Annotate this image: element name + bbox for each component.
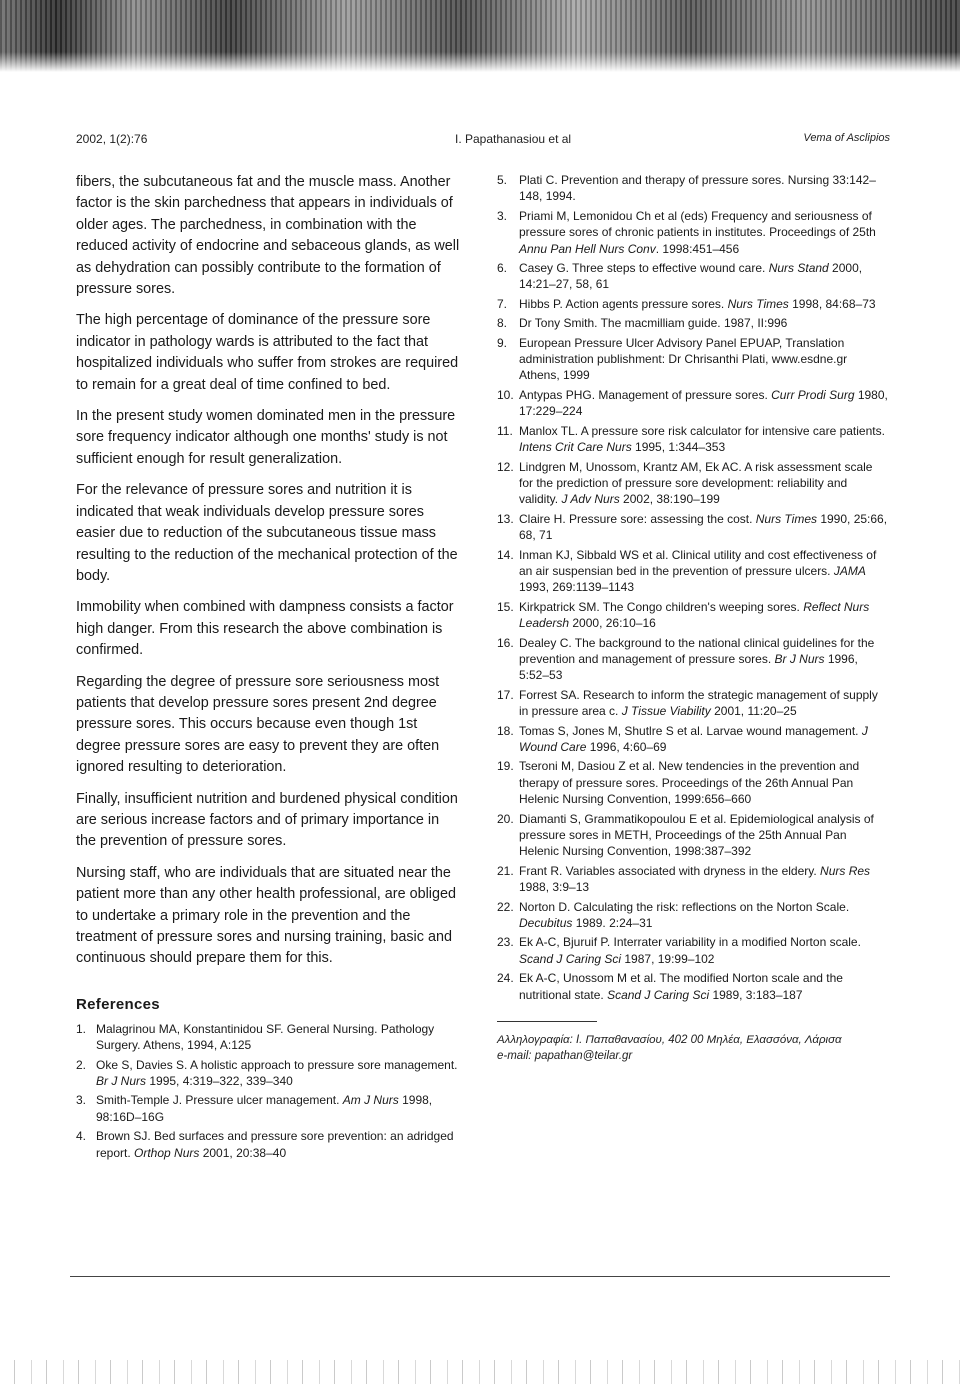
correspondence-block — [497, 1032, 889, 1064]
reference-details: 1980, 17:229–224 — [519, 387, 888, 419]
reference-item — [497, 172, 889, 205]
reference-body: Malagrinou MA, Konstantinidou SF. General Nursing. Pathology Surgery. Athens, 1994, A:125 — [96, 1021, 435, 1053]
reference-journal: Nurs Stand — [768, 261, 829, 276]
reference-number: 19. — [497, 759, 514, 774]
reference-body: Priami M, Lemonidou Ch et al (eds) Frequency and seriousness of pressure sores of chronic patients in institutes. Proceedings of 25th — [519, 208, 876, 240]
reference-text — [519, 600, 869, 630]
reference-body: Forrest SA. Research to inform the strategic management of supply in pressure area c. — [519, 687, 878, 719]
reference-body: Lindgren M, Unossom, Krantz AM, Ek AC. A risk assessment scale for the prediction of pressure sore development: reliability and validity. — [519, 459, 873, 507]
reference-body: Plati C. Prevention and therapy of pressure sores. Nursing 33:142–148, 1994. — [519, 173, 876, 204]
reference-number: 7. — [497, 296, 508, 311]
correspondence-email: e-mail: papathan@teilar.gr — [497, 1050, 633, 1063]
reference-journal: Scand J Caring Sci — [519, 951, 622, 966]
body-paragraph: fibers, the subcutaneous fat and the muscle mass. Another factor is the skin parchedness that appears in individuals of older ages. The parchedness, in combination with the reduced activity of endocrine and sebaceous glands, as well as dehydration can possibly contribute to the formation of pressure sores. — [76, 174, 460, 298]
reference-item — [497, 423, 889, 456]
reference-journal: J Adv Nurs — [561, 492, 620, 507]
reference-text — [519, 759, 859, 806]
reference-body: European Pressure Ulcer Advisory Panel EPUAP, Translation administration publishment: Dr Chrisanthi Plati, www.esdne.gr Athens, 1999 — [519, 335, 848, 383]
reference-body: Frant R. Variables associated with dryness in the eldery. — [519, 863, 821, 878]
reference-item — [497, 863, 889, 896]
reference-number: 10. — [497, 387, 514, 402]
reference-text — [519, 512, 887, 542]
reference-text — [519, 173, 876, 203]
reference-item — [497, 635, 889, 684]
correspondence-address: Αλληλογραφία: I. Παπαθανασίου, 402 00 Μηλέα, Ελασσόνα, Λάρισα — [497, 1034, 842, 1047]
reference-item — [497, 970, 889, 1003]
reference-journal: Decubitus — [519, 916, 573, 931]
reference-details: 1995, 4:319–322, 339–340 — [146, 1074, 293, 1089]
correspondence-divider — [497, 1021, 597, 1022]
body-paragraph: Regarding the degree of pressure sore seriousness most patients that develop pressure sores present 2nd degree pressure sores. This occurs because even though 1st degree pressure sores are easy to prevent they are often ignored resulting to deterioration. — [76, 673, 440, 776]
reference-number: 3. — [497, 208, 508, 223]
reference-body: Brown SJ. Bed surfaces and pressure sore prevention: an adridged report. — [96, 1129, 454, 1160]
reference-body: Casey G. Three steps to effective wound care. — [519, 261, 769, 276]
reference-item — [497, 387, 889, 420]
reference-body: Tomas S, Jones M, Shutlre S et al. Larvae wound management. — [519, 723, 862, 738]
issue-citation: 2002, 1(2):76 — [76, 132, 148, 146]
reference-item — [76, 1021, 460, 1054]
reference-item — [76, 1128, 460, 1161]
reference-number: 20. — [497, 811, 514, 826]
reference-item — [497, 687, 889, 720]
reference-number: 17. — [497, 687, 514, 702]
reference-number: 6. — [497, 261, 508, 276]
reference-journal: J Tissue Viability — [621, 704, 711, 719]
reference-item — [497, 599, 889, 632]
reference-details: 1996, 5:52–53 — [519, 651, 858, 683]
reference-text — [519, 864, 870, 894]
reference-details: 2001, 20:38–40 — [199, 1145, 287, 1160]
reference-text — [519, 724, 868, 754]
reference-text — [519, 424, 885, 454]
reference-item — [497, 260, 889, 293]
reference-details: 1998, 84:68–73 — [788, 296, 876, 311]
reference-details: 1987, 19:99–102 — [621, 951, 715, 966]
reference-item — [497, 296, 889, 312]
reference-journal: Nurs Times — [727, 296, 789, 311]
reference-body: Claire H. Pressure sore: assessing the cost. — [519, 511, 756, 526]
reference-body: Inman KJ, Sibbald WS et al. Clinical utility and cost effectiveness of an air suspensian bed in the prevention of pressure ulcers. — [519, 547, 877, 578]
reference-number: 4. — [76, 1129, 87, 1144]
reference-text — [519, 460, 872, 507]
reference-journal: Br J Nurs — [96, 1074, 147, 1089]
reference-item — [497, 335, 889, 384]
reference-item — [76, 1092, 460, 1125]
reference-details: 1996, 4:60–69 — [586, 740, 667, 754]
reference-item — [497, 459, 889, 508]
reference-text — [96, 1022, 434, 1052]
reference-details: 1993, 269:1139–1143 — [519, 580, 635, 595]
body-paragraph: For the relevance of pressure sores and nutrition it is indicated that weak individuals develop pressure sores easier due to reduction of the subcutaneous tissue mass resulting to the reduction of the mechanical protection of the body. — [76, 482, 458, 584]
running-header — [76, 132, 890, 150]
reference-journal: Orthop Nurs — [134, 1145, 200, 1160]
body-paragraph: The high percentage of dominance of the pressure sore indicator in pathology wards is attributed to the fact that hospitalized individuals who suffer from strokes are required to remain for a great deal of time confined to bed. — [76, 312, 459, 393]
reference-text — [519, 688, 878, 718]
scan-noise — [0, 1360, 960, 1384]
reference-text — [519, 900, 849, 930]
body-paragraph: Nursing staff, who are individuals that are situated near the patient more than any other health professional, are obliged to undertake a primary role in the prevention and the treatment of pressure sores and nursing training, basic and continuous should prepare them for this. — [76, 864, 457, 967]
reference-body: Oke S, Davies S. A holistic approach to pressure sore management. — [96, 1057, 458, 1072]
left-column — [76, 172, 460, 1164]
reference-text — [519, 297, 876, 311]
reference-text — [519, 209, 876, 256]
reference-body: Ek A-C, Bjuruif P. Interrater variability in a modified Norton scale. — [519, 935, 861, 950]
reference-details: 1988, 3:9–13 — [519, 880, 590, 895]
reference-item — [497, 208, 889, 257]
right-column — [497, 172, 889, 1064]
reference-item — [497, 811, 889, 860]
reference-text — [519, 261, 862, 291]
reference-journal: J Wound Care — [519, 723, 868, 754]
footer-rule — [70, 1276, 890, 1277]
reference-body: Norton D. Calculating the risk: reflections on the Norton Scale. — [519, 899, 850, 914]
reference-item — [76, 1057, 460, 1090]
references-heading: References — [76, 995, 160, 1013]
reference-item — [497, 723, 889, 756]
reference-journal: Nurs Times — [755, 511, 817, 526]
reference-number: 15. — [497, 599, 514, 614]
reference-journal: Br J Nurs — [774, 651, 825, 666]
reference-body: Tseroni M, Dasiou Z et al. New tendencies in the prevention and therapy of pressure sores. Proceedings of the 26th Annual Pan Helenic Nursing Convention, 1999:656–660 — [519, 759, 860, 807]
reference-list-left — [76, 1021, 460, 1161]
reference-number: 8. — [497, 316, 508, 331]
reference-body: Kirkpatrick SM. The Congo children's weeping sores. — [519, 599, 804, 614]
reference-text — [519, 636, 874, 683]
reference-number: 22. — [497, 899, 514, 914]
reference-number: 23. — [497, 935, 514, 950]
reference-journal: Curr Prodi Surg — [771, 387, 855, 402]
reference-body: Manlox TL. A pressure sore risk calculator for intensive care patients. — [519, 423, 885, 438]
reference-body: Dr Tony Smith. The macmilliam guide. 1987, II:996 — [519, 316, 788, 331]
reference-text — [96, 1093, 432, 1123]
reference-journal: Scand J Caring Sci — [607, 987, 710, 1002]
scanned-page-top-band — [0, 0, 960, 72]
reference-text — [96, 1058, 458, 1088]
reference-body: Ek A-C, Unossom M et al. The modified Norton scale and the nutritional state. — [519, 971, 843, 1002]
reference-details: 1990, 25:66, 68, 71 — [519, 511, 888, 543]
reference-list-right — [497, 172, 889, 1003]
reference-journal: JAMA — [833, 563, 866, 578]
reference-number: 1. — [76, 1021, 87, 1036]
reference-number: 2. — [76, 1057, 87, 1072]
reference-number: 13. — [497, 511, 514, 526]
reference-body: Dealey C. The background to the national clinical guidelines for the prevention and management of pressure sores. — [519, 635, 875, 666]
reference-item — [497, 511, 889, 544]
reference-details: . 1998:451–456 — [655, 241, 740, 256]
reference-details: 2001, 11:20–25 — [710, 704, 797, 719]
reference-journal: Nurs Res — [820, 863, 871, 878]
reference-text — [519, 336, 847, 383]
reference-item — [497, 899, 889, 932]
reference-item — [497, 758, 889, 807]
reference-text — [96, 1129, 454, 1159]
reference-journal: Am J Nurs — [342, 1093, 399, 1108]
reference-text — [519, 935, 861, 965]
reference-number: 11. — [497, 423, 513, 438]
body-paragraph: In the present study women dominated men in the pressure sore frequency indicator although one months' study is not sufficient enough for result generalization. — [76, 408, 456, 467]
author-header: I. Papathanasiou et al — [455, 132, 572, 146]
reference-item — [497, 934, 889, 967]
reference-details: 2000, 14:21–27, 58, 61 — [519, 261, 863, 292]
reference-number: 5. — [497, 173, 508, 187]
reference-item — [497, 315, 889, 331]
reference-text — [519, 548, 876, 595]
reference-number: 14. — [497, 547, 514, 562]
reference-number: 3. — [76, 1093, 87, 1108]
reference-details: 1995, 1:344–353 — [631, 440, 726, 455]
reference-body: Diamanti S, Grammatikopoulou E et al. Epidemiological analysis of pressure sores in METH, Proceedings of the 25th Annual Pan Helenic Nursing Convention, 1998:387–392 — [519, 811, 874, 859]
reference-number: 12. — [497, 459, 514, 474]
reference-number: 24. — [497, 971, 514, 986]
reference-body: Antypas PHG. Management of pressure sores. — [519, 387, 772, 402]
reference-details: 2002, 38:190–199 — [619, 492, 720, 507]
reference-details: 1989, 3:183–187 — [709, 987, 803, 1002]
reference-number: 9. — [497, 335, 508, 350]
reference-journal: Intens Crit Care Nurs — [519, 440, 632, 455]
reference-text — [519, 316, 787, 330]
reference-number: 21. — [497, 863, 514, 878]
reference-details: 1989. 2:24–31 — [572, 916, 653, 931]
reference-details: 1998, 98:16D–16G — [96, 1093, 433, 1124]
reference-journal: Reflect Nurs Leadersh — [519, 599, 870, 631]
body-paragraph: Finally, insufficient nutrition and burdened physical condition are serious increase factors and of primary importance in the prevention of pressure sores. — [76, 790, 458, 850]
reference-number: 16. — [497, 635, 514, 650]
reference-item — [497, 547, 889, 596]
reference-text — [519, 971, 843, 1001]
reference-journal: Annu Pan Hell Nurs Conv — [519, 241, 656, 256]
reference-details: 2000, 26:10–16 — [569, 616, 656, 631]
reference-body: Hibbs P. Action agents pressure sores. — [519, 296, 728, 311]
reference-text — [519, 812, 874, 859]
reference-body: Smith-Temple J. Pressure ulcer management. — [96, 1093, 343, 1108]
journal-name: Vema of Asclipios — [803, 132, 890, 144]
reference-text — [519, 388, 888, 418]
body-paragraph: Immobility when combined with dampness consists a factor high danger. From this research the above combination is confirmed. — [76, 599, 454, 659]
reference-number: 18. — [497, 723, 514, 738]
